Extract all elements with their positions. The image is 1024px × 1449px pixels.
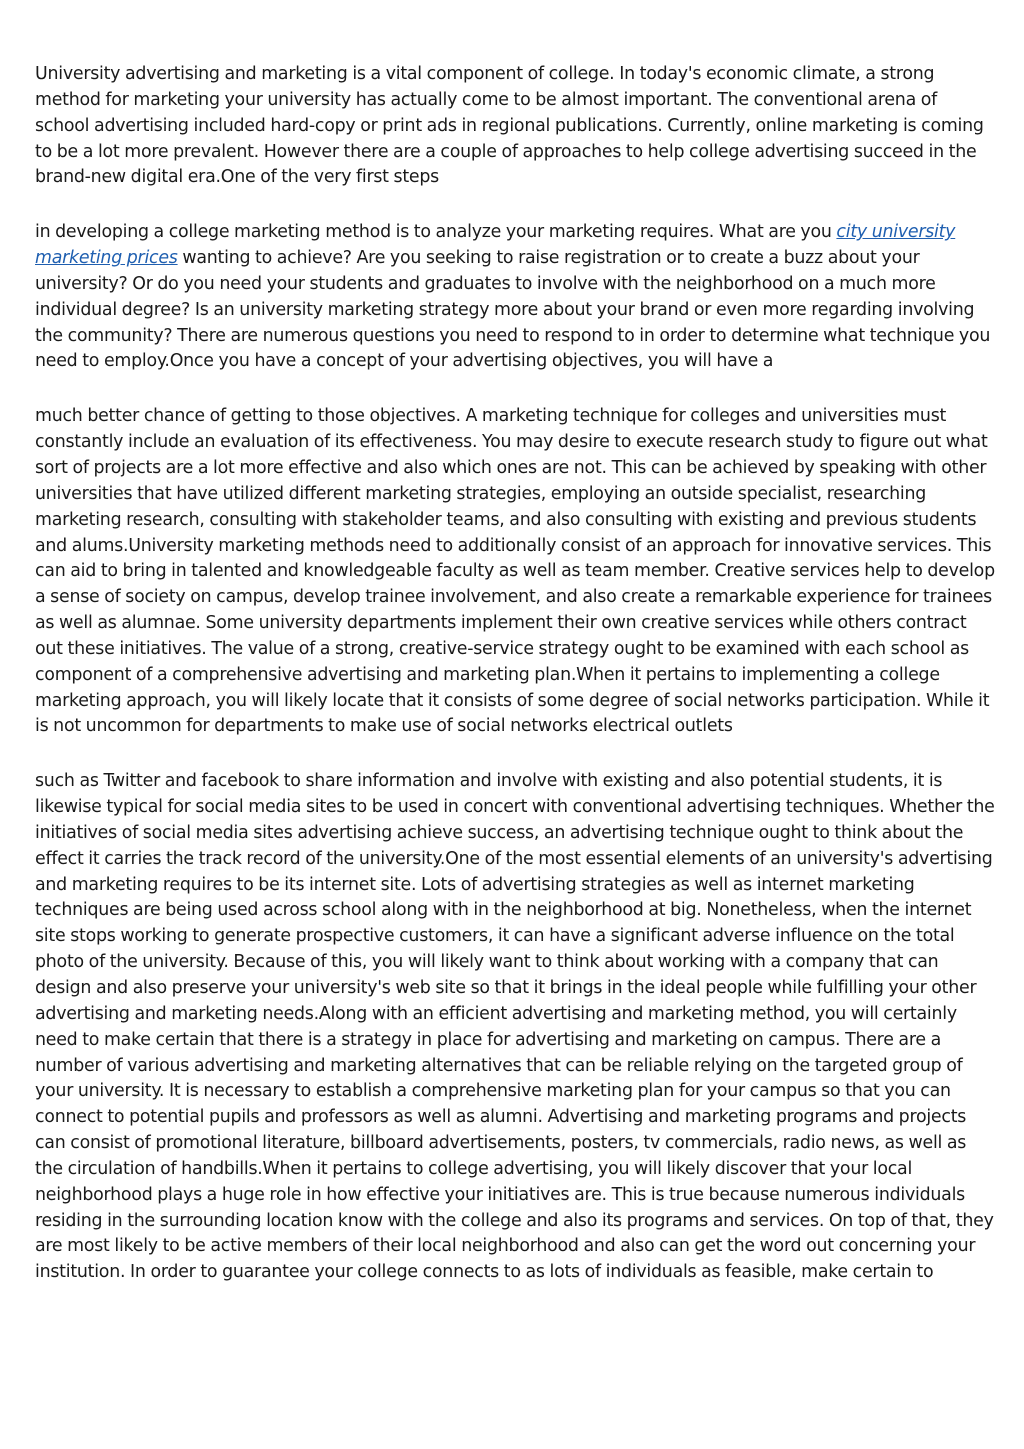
paragraph-2-text-before-link: in developing a college marketing method is to analyze your marketing requires. What are you: [35, 222, 837, 243]
city-university-marketing-prices-link[interactable]: city university marketing prices: [35, 222, 956, 269]
paragraph-1: University advertising and marketing is a vital component of college. In today's economic climate, a strong method for marketing your university has actually come to be almost important. The conventional arena of school advertising included hard-copy or print ads in regional publications. Currently, online marketing is coming to be a lot more prevalent. However there are a couple of approaches to help college advertising succeed in the brand-new digital era.One of the very first steps: [35, 64, 984, 188]
paragraph-2-text-after-link: wanting to achieve? Are you seeking to raise registration or to create a buzz about your university? Or do you need your students and graduates to involve with the neighborhood on a much more individual degree? Is an university marketing strategy more about your brand or even more regarding involving the community? There are numerous questions you need to respond to in order to determine what technique you need to employ.Once you have a concept of your advertising objectives, you will have a: [35, 248, 991, 372]
document-body: [35, 62, 995, 1315]
paragraph-3: much better chance of getting to those objectives. A marketing technique for colleges and universities must constantly include an evaluation of its effectiveness. You may desire to execute research study to figure out what sort of projects are a lot more effective and also which ones are not. This can be achieved by speaking with other universities that have utilized different marketing strategies, employing an outside specialist, researching marketing research, consulting with stakeholder teams, and also consulting with existing and previous students and alums.University marketing methods need to additionally consist of an approach for innovative services. This can aid to bring in talented and knowledgeable faculty as well as team member. Creative services help to develop a sense of society on campus, develop trainee involvement, and also create a remarkable experience for trainees as well as alumnae. Some university departments implement their own creative services while others contract out these initiatives. The value of a strong, creative-service strategy ought to be examined with each school as component of a comprehensive advertising and marketing plan.When it pertains to implementing a college marketing approach, you will likely locate that it consists of some degree of social networks participation. While it is not uncommon for departments to make use of social networks electrical outlets: [35, 406, 995, 737]
paragraph-4: such as Twitter and facebook to share information and involve with existing and also potential students, it is likewise typical for social media sites to be used in concert with conventional advertising techniques. Whether the initiatives of social media sites advertising achieve success, an advertising technique ought to think about the effect it carries the track record of the university.One of the most essential elements of an university's advertising and marketing requires to be its internet site. Lots of advertising strategies as well as internet marketing techniques are being used across school along with in the neighborhood at big. Nonetheless, when the internet site stops working to generate prospective customers, it can have a significant adverse influence on the total photo of the university. Because of this, you will likely want to think about working with a company that can design and also preserve your university's web site so that it brings in the ideal people while fulfilling your other advertising and marketing needs.Along with an efficient advertising and marketing method, you will certainly need to make certain that there is a strategy in place for advertising and marketing on campus. There are a number of various advertising and marketing alternatives that can be reliable relying on the targeted group of your university. It is necessary to establish a comprehensive marketing plan for your campus so that you can connect to potential pupils and professors as well as alumni. Advertising and marketing programs and projects can consist of promotional literature, billboard advertisements, posters, tv commercials, radio news, as well as the circulation of handbills.When it pertains to college advertising, you will likely discover that your local neighborhood plays a huge role in how effective your initiatives are. This is true because numerous individuals residing in the surrounding location know with the college and also its programs and services. On top of that, they are most likely to be active members of their local neighborhood and also can get the word out concerning your institution. In order to guarantee your college connects to as lots of individuals as feasible, make certain to: [35, 771, 995, 1283]
paragraph-2: [35, 220, 995, 375]
